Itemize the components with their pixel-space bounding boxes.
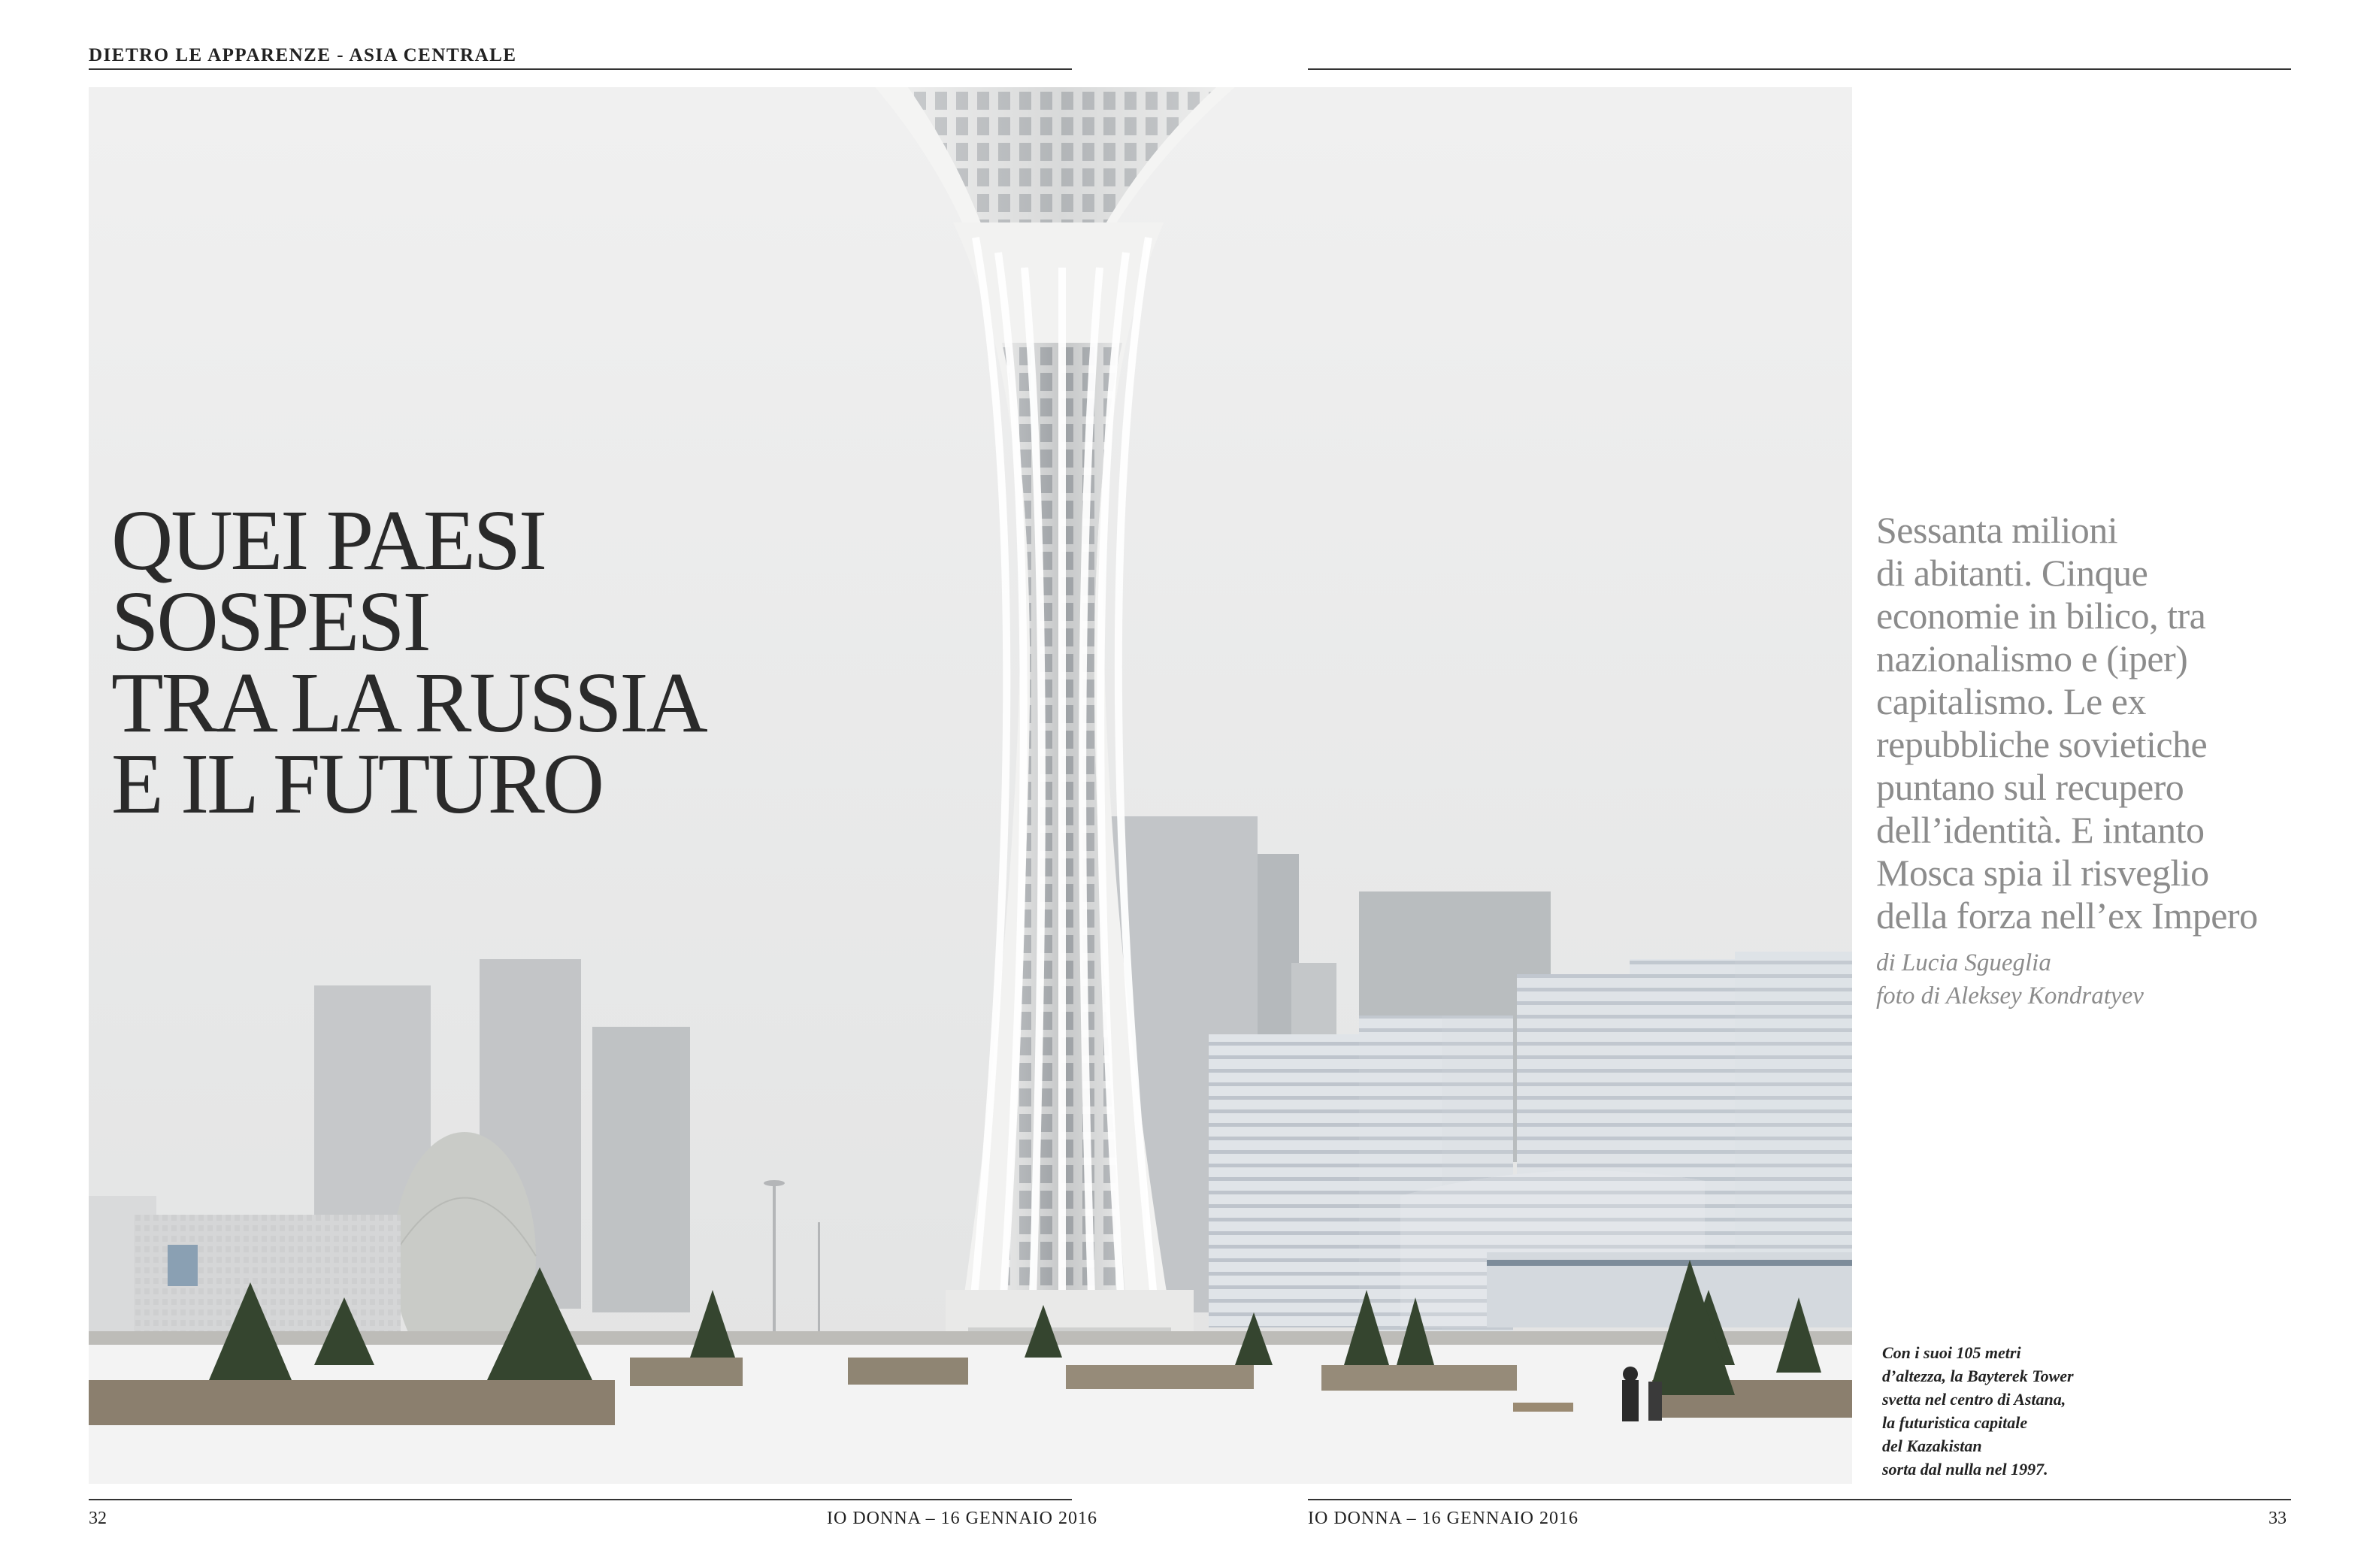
dek-line: dell’identità. E intanto xyxy=(1876,809,2205,851)
page-number-left: 32 xyxy=(89,1509,107,1528)
dek-line: economie in bilico, tra xyxy=(1876,595,2206,637)
header-rule-right xyxy=(1308,68,2291,70)
headline-line: QUEI PAESI xyxy=(111,492,546,588)
caption-line: sorta dal nulla nel 1997. xyxy=(1882,1460,2048,1479)
caption-line: la futuristica capitale xyxy=(1882,1413,2028,1432)
headline-line: E IL FUTURO xyxy=(111,736,603,831)
dek-line: della forza nell’ex Impero xyxy=(1876,894,2258,937)
dek-line: puntano sul recupero xyxy=(1876,766,2184,808)
headline-line: SOSPESI xyxy=(111,574,429,669)
folio-right: IO DONNA – 16 GENNAIO 2016 xyxy=(1308,1509,1579,1528)
caption-line: svetta nel centro di Astana, xyxy=(1882,1390,2066,1409)
caption-line: d’altezza, la Bayterek Tower xyxy=(1882,1367,2074,1385)
caption-line: Con i suoi 105 metri xyxy=(1882,1343,2021,1362)
dek-line: nazionalismo e (iper) xyxy=(1876,637,2188,680)
header-rule-left xyxy=(89,68,1072,70)
byline-author: di Lucia Sgueglia xyxy=(1876,949,2051,976)
caption-line: del Kazakistan xyxy=(1882,1436,1982,1455)
article-headline xyxy=(111,492,706,831)
headline-line: TRA LA RUSSIA xyxy=(111,655,706,750)
dek-line: capitalismo. Le ex xyxy=(1876,680,2146,722)
footer-rule-right xyxy=(1308,1499,2291,1500)
dek-line: Sessanta milioni xyxy=(1876,509,2118,551)
dek-line: Mosca spia il risveglio xyxy=(1876,852,2209,894)
byline-photographer: foto di Aleksey Kondratyev xyxy=(1876,982,2144,1010)
byline xyxy=(1876,946,2144,1013)
dek-line: repubbliche sovietiche xyxy=(1876,723,2208,765)
footer-rule-left xyxy=(89,1499,1072,1500)
folio-left: IO DONNA – 16 GENNAIO 2016 xyxy=(827,1509,1097,1528)
section-kicker: DIETRO LE APPARENZE - ASIA CENTRALE xyxy=(89,45,517,65)
dek-line: di abitanti. Cinque xyxy=(1876,552,2148,594)
photo-caption xyxy=(1882,1341,2074,1481)
page-number-right: 33 xyxy=(2269,1509,2287,1528)
article-dek xyxy=(1876,509,2327,937)
